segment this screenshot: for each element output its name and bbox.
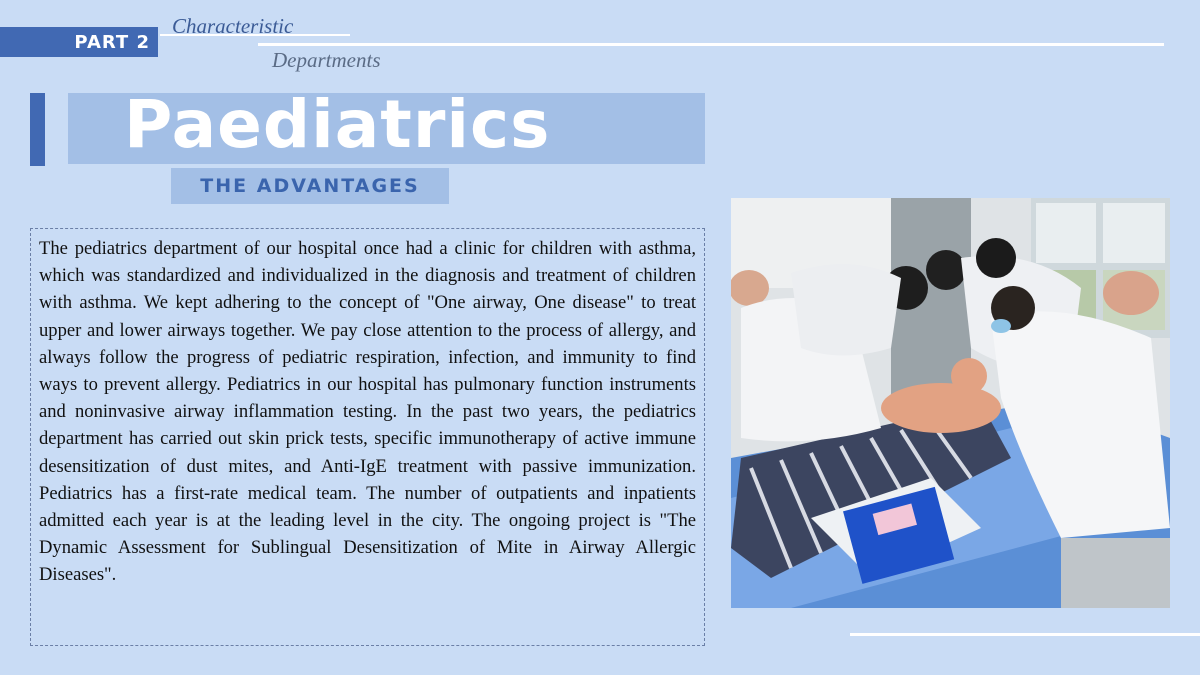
section-label-panel [171,168,449,204]
title-accent-bar [30,93,45,166]
part-label: PART 2 [0,27,158,57]
body-text-box [30,228,705,646]
header-divider-long [258,43,1164,46]
body-paragraph: The pediatrics department of our hospital once had a clinic for children with asthma, which was standardized and individualized in the diagnosis and treatment of children with asthma. We kept adhering to the concept of "One airway, One disease" to treat upper and lower airways together. We pay close attention to the process of allergy, and always follow the progress of pediatric respiration, infection, and immunity to find ways to prevent allergy. Pediatrics in our hospital has pulmonary function instruments and noninvasive airway inflammation testing. In the past two years, the pediatrics department has carried out skin prick tests, specific immunotherapy of active immune desensitization of dust mites, and Anti-IgE treatment with passive immunization. Pediatrics has a first-rate medical team. The number of outpatients and inpatients admitted each year is at the leading level in the city. The ongoing project is "The Dynamic Assessment for Sublingual Desensitization of Mite in Airway Allergic Diseases". [39,238,696,586]
subtitle-departments: Departments [272,48,381,72]
subtitle-characteristic: Characteristic [172,14,294,38]
section-label: THE ADVANTAGES [200,175,420,197]
footer-divider [850,633,1200,636]
page-title: Paediatrics [124,86,551,163]
training-photo [731,198,1170,608]
